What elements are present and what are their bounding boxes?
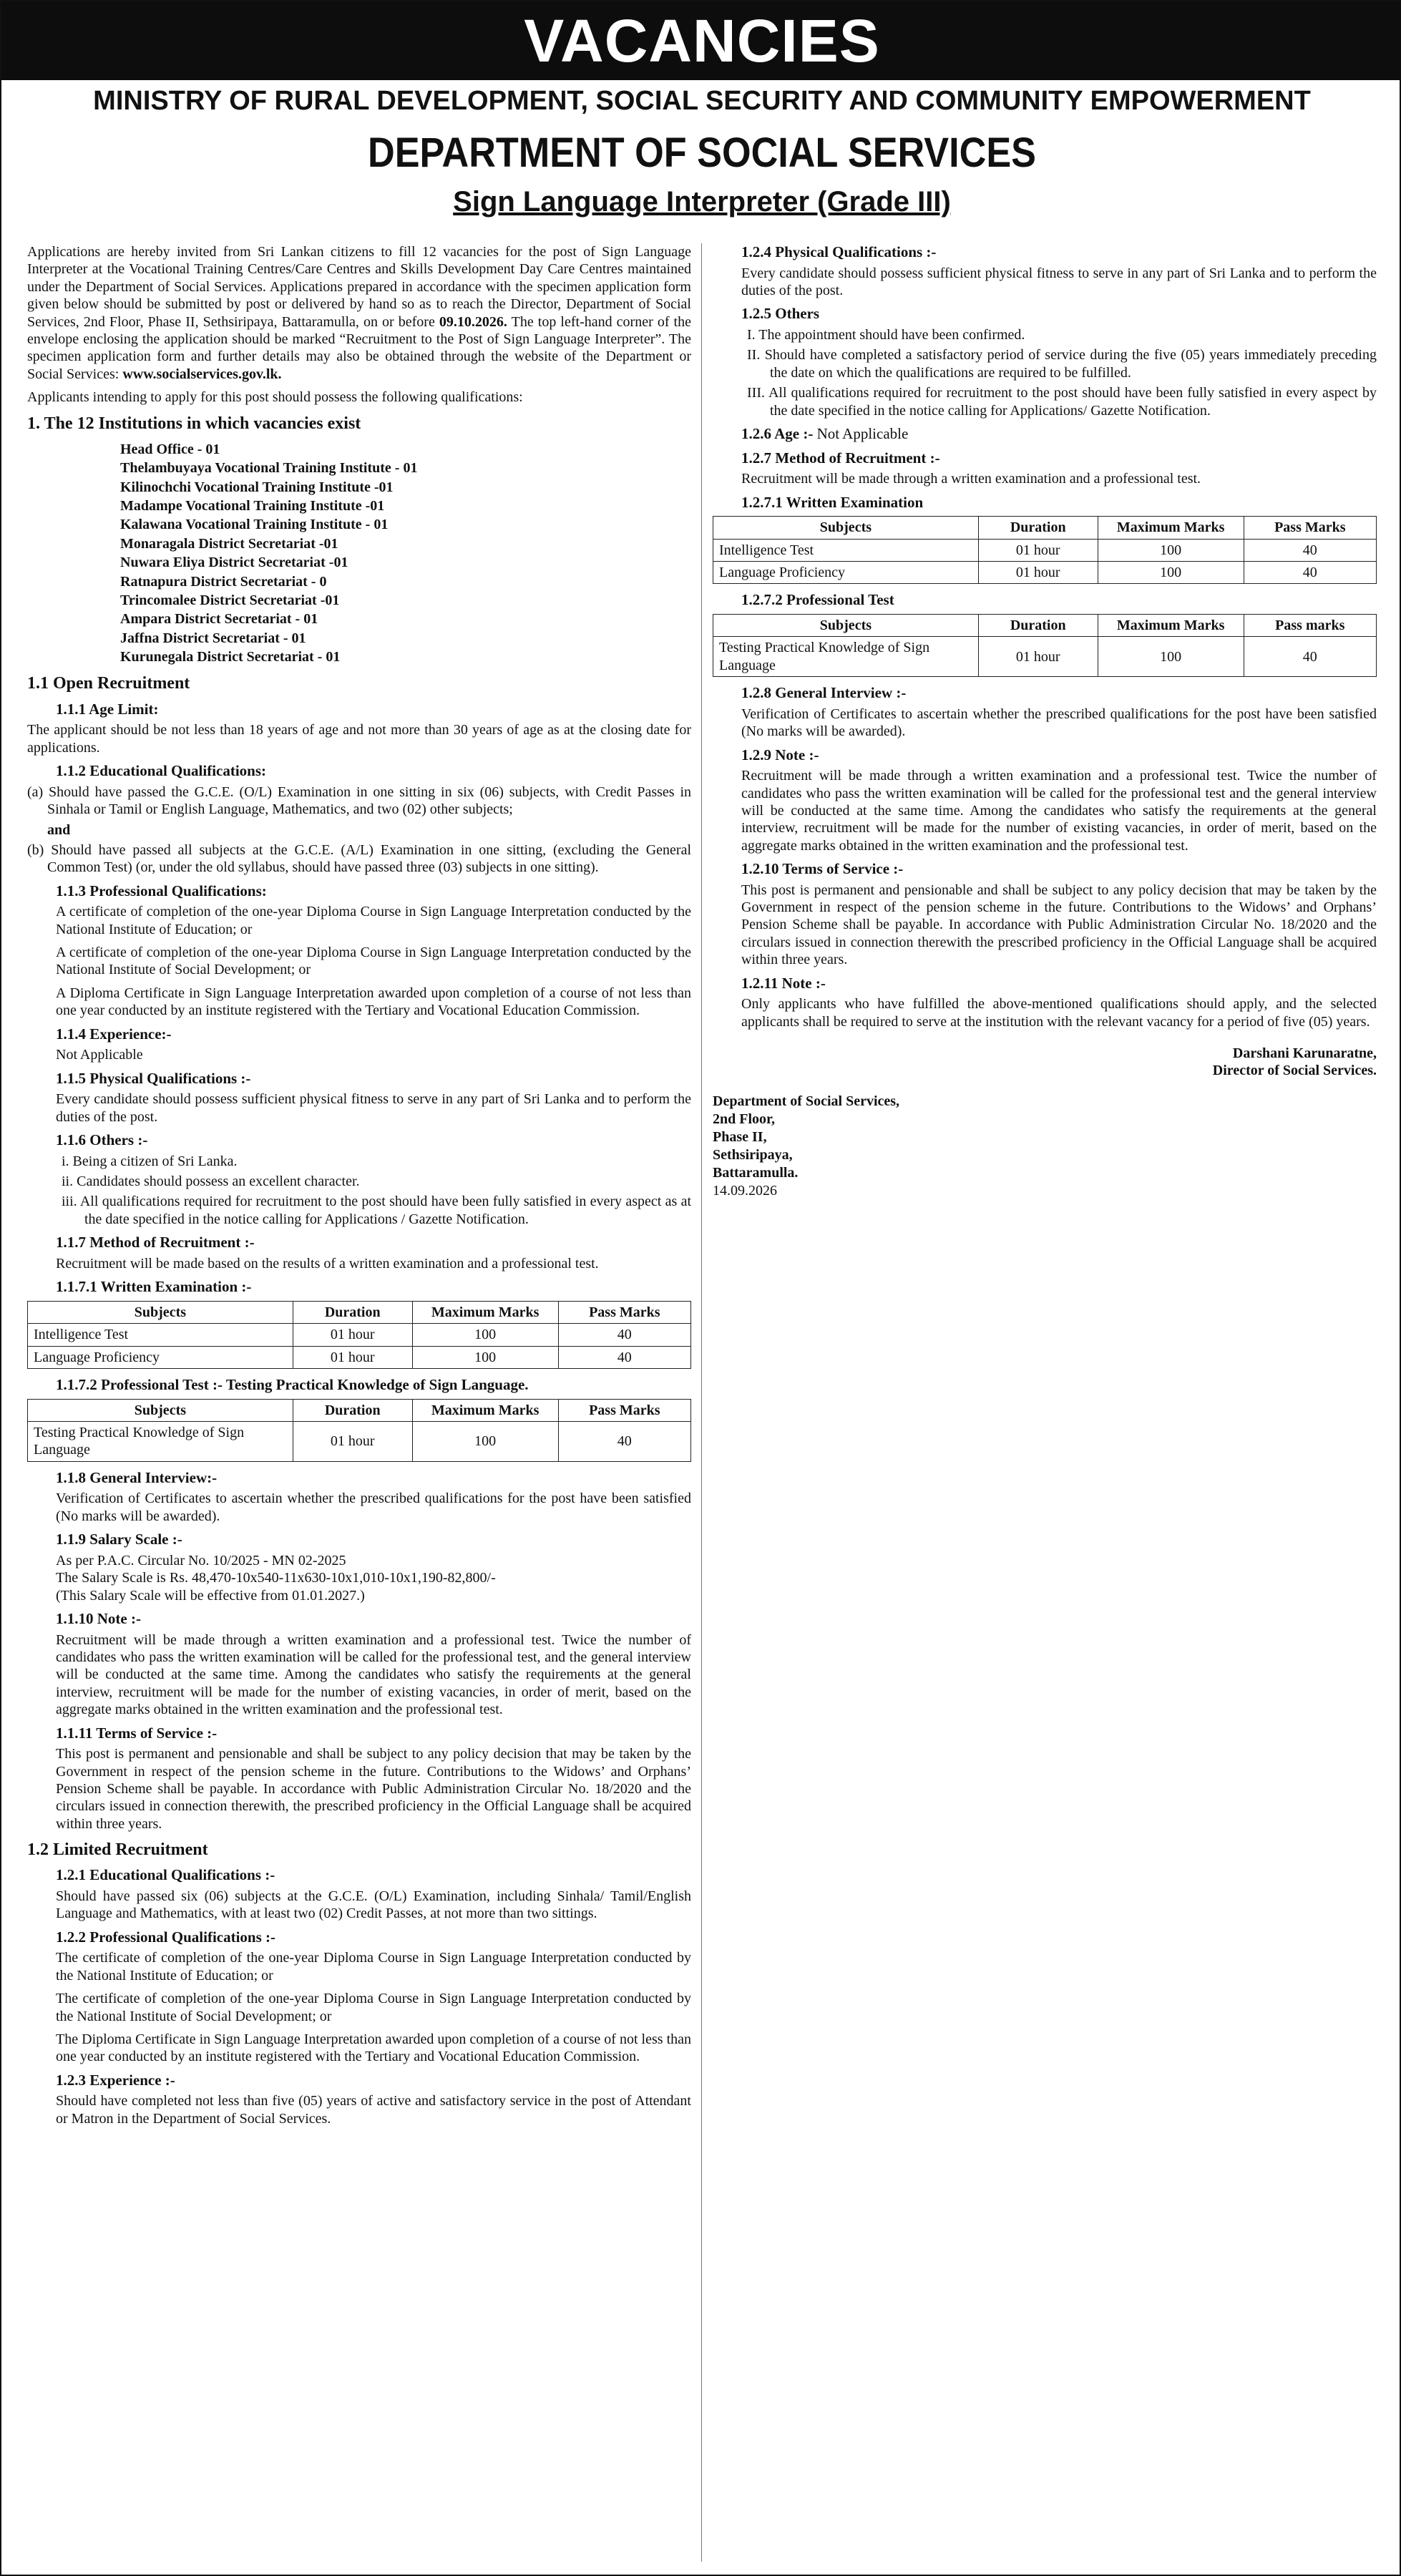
- table-cell: 100: [412, 1324, 558, 1346]
- list-item: Jaffna District Secretariat - 01: [120, 630, 306, 646]
- table-row: [713, 637, 1377, 677]
- limited-recruitment-heading: 1.2 Limited Recruitment: [27, 1840, 208, 1860]
- table-row: [713, 561, 1377, 583]
- salary-scale-heading: 1.1.9 Salary Scale :-: [56, 1531, 182, 1548]
- right-column: [713, 243, 1377, 1200]
- experience-heading: 1.1.4 Experience:-: [56, 1025, 172, 1043]
- table-cell: 100: [1098, 637, 1244, 677]
- limited-physical-heading: 1.2.4 Physical Qualifications :-: [741, 243, 937, 260]
- limited-note2-heading: 1.2.11 Note :-: [741, 974, 826, 992]
- limited-prof-qual-2: The certificate of completion of the one-year Diploma Course in Sign Language Interpretation conducted by the National Institute of Social Development; or: [56, 1991, 691, 2024]
- professional-test-table: [27, 1399, 691, 1462]
- others-item-iii: iii. All qualifications required for recruitment to the post should have been fully satisfied in every aspect as at the date specified in the notice calling for Applications / Gazette Notification.: [62, 1194, 691, 1227]
- limited-prof-qual-1: The certificate of completion of the one-year Diploma Course in Sign Language Interpretation conducted by the National Institute of Education; or: [56, 1950, 691, 1984]
- method-of-recruitment-text: Recruitment will be made based on the results of a written examination and a professional test.: [56, 1255, 599, 1272]
- address-block: [713, 1093, 1377, 1200]
- limited-written-exam-heading: 1.2.7.1 Written Examination: [741, 493, 924, 511]
- age-limit-text: The applicant should be not less than 18 years of age and not more than 30 years of age as at the closing date for applications.: [27, 722, 691, 756]
- table-header: Pass Marks: [558, 1301, 690, 1323]
- table-cell: 01 hour: [978, 561, 1098, 583]
- terms-of-service-heading: 1.1.11 Terms of Service :-: [56, 1724, 218, 1742]
- physical-qualifications-heading: 1.1.5 Physical Qualifications :-: [56, 1069, 251, 1087]
- signature-block: [713, 1045, 1377, 1080]
- table-header: Subjects: [713, 517, 979, 539]
- table-header: Maximum Marks: [1098, 614, 1244, 636]
- written-exam-heading: 1.1.7.1 Written Examination :-: [56, 1278, 252, 1296]
- limited-professional-heading: 1.2.2 Professional Qualifications :-: [56, 1928, 276, 1946]
- educational-qualifications-heading: 1.1.2 Educational Qualifications:: [56, 762, 267, 780]
- limited-educational-text: Should have passed six (06) subjects at the G.C.E. (O/L) Examination, including Sinhala/ Tamil/English Language and Mathematics, with at least two (02) Credit Passes, at not more than two sittings.: [56, 1888, 691, 1922]
- table-row: [713, 539, 1377, 561]
- department-title: DEPARTMENT OF SOCIAL SERVICES: [368, 130, 1036, 176]
- table-cell: Testing Practical Knowledge of Sign Language: [28, 1421, 293, 1461]
- table-header-row: [713, 614, 1377, 636]
- limited-method-text: Recruitment will be made through a written examination and a professional test.: [741, 471, 1201, 487]
- salary-effective-date: (This Salary Scale will be effective from 01.01.2027.): [56, 1587, 365, 1604]
- limited-others-item-iii: III. All qualifications required for recruitment to the post should have been fully satisfied in every aspect by the date specified in the notice calling for Applications/ Gazette Notification.: [747, 385, 1377, 419]
- intro-paragraph: [27, 243, 691, 383]
- signatory-name: Darshani Karunaratne,: [1232, 1045, 1377, 1062]
- intro-text-a: Applications are hereby invited from Sri Lankan citizens to fill 12 vacancies for the post of Sign Language Interpreter at the Vocational Training Centres/Care Centres and Skills Development Day Care Centres maintained under the Department of Social Services. Applications prepared in accordance with the specimen application form given below should be submitted by post or delivered by hand so as to reach the Director, Department of Social Services, 2nd Floor, Phase II, Sethsiripaya, Battaramulla, on or before: [27, 244, 691, 330]
- note-text: Recruitment will be made through a written examination and a professional test. Twice the number of candidates who pass the written examination will be called for the professional test, and the general interview will be conducted at the same time. Among the candidates who satisfy the requirements at the general interview, recruitment will be made for the number of existing vacancies, in order of merit, based on the aggregate marks obtained in the written examination and the professional test.: [56, 1631, 691, 1718]
- table-cell: 100: [412, 1346, 558, 1368]
- table-cell: 100: [1098, 561, 1244, 583]
- table-cell: Testing Practical Knowledge of Sign Language: [713, 637, 979, 677]
- table-header: Subjects: [28, 1301, 293, 1323]
- limited-terms-of-service-heading: 1.2.10 Terms of Service :-: [741, 860, 904, 878]
- edu-item-a: (a) Should have passed the G.C.E. (O/L) Examination in one sitting in six (06) subjects, with Credit Passes in Sinhala or Tamil or English Language, Mathematics, and two (02) other subjects;: [27, 784, 691, 818]
- table-cell: 40: [1244, 637, 1376, 677]
- table-cell: 40: [558, 1421, 690, 1461]
- table-cell: 01 hour: [978, 637, 1098, 677]
- limited-terms-of-service-text: This post is permanent and pensionable and shall be subject to any policy decision that may be taken by the Government in respect of the pension scheme in the future. Contributions to the Widows’ and Orphans’ Pension Scheme shall be payable. In accordance with Public Administration Circular No. 18/2020 and the circulars issued in connection therewith the prescribed proficiency in the Official Language shall be acquired within three years.: [741, 882, 1377, 968]
- table-cell: 40: [558, 1324, 690, 1346]
- open-recruitment-heading: 1.1 Open Recruitment: [27, 674, 190, 693]
- table-cell: 01 hour: [293, 1346, 412, 1368]
- terms-of-service-text: This post is permanent and pensionable and shall be subject to any policy decision that may be taken by the Government in respect of the pension scheme in the future. Contributions to the Widows’ and Orphans’ Pension Scheme shall be payable. In accordance with Public Administration Circular No. 18/2020 and the circulars issued in connection therewith, the prescribed proficiency in the Official Language shall be acquired within three years.: [56, 1746, 691, 1832]
- table-header: Maximum Marks: [412, 1301, 558, 1323]
- list-item: Head Office - 01: [120, 441, 220, 457]
- table-header: Duration: [978, 614, 1098, 636]
- list-item: Kurunegala District Secretariat - 01: [120, 649, 341, 665]
- limited-experience-text: Should have completed not less than five (05) years of active and satisfactory service in the post of Attendant or Matron in the Department of Social Services.: [56, 2093, 691, 2127]
- intro-qualifications-note: Applicants intending to apply for this post should possess the following qualifications:: [27, 389, 523, 406]
- limited-experience-heading: 1.2.3 Experience :-: [56, 2071, 175, 2089]
- table-header: Subjects: [28, 1399, 293, 1421]
- limited-written-exam-table: [713, 516, 1377, 584]
- age-limit-heading: 1.1.1 Age Limit:: [56, 700, 159, 718]
- limited-note-heading: 1.2.9 Note :-: [741, 746, 819, 763]
- table-cell: Intelligence Test: [28, 1324, 293, 1346]
- limited-others-heading: 1.2.5 Others: [741, 305, 820, 323]
- table-header: Pass marks: [1244, 614, 1376, 636]
- left-column: [27, 243, 691, 2133]
- table-cell: 100: [412, 1421, 558, 1461]
- address-line: Sethsiripaya,: [713, 1146, 793, 1163]
- list-item: Kalawana Vocational Training Institute - 01: [120, 517, 389, 533]
- others-item-i: i. Being a citizen of Sri Lanka.: [62, 1153, 238, 1169]
- limited-physical-text: Every candidate should possess sufficient physical fitness to serve in any part of Sri Lanka and to perform the duties of the post.: [741, 265, 1377, 298]
- table-header: Duration: [978, 517, 1098, 539]
- list-item: Monaragala District Secretariat -01: [120, 535, 338, 552]
- note-heading: 1.1.10 Note :-: [56, 1609, 141, 1627]
- vacancies-banner: VACANCIES: [1, 1, 1401, 80]
- limited-age-label: 1.2.6 Age :-: [741, 424, 814, 442]
- table-cell: 40: [1244, 539, 1376, 561]
- prof-qual-2: A certificate of completion of the one-year Diploma Course in Sign Language Interpretation conducted by the National Institute of Social Development; or: [56, 945, 691, 978]
- limited-others-item-ii: II. Should have completed a satisfactory period of service during the five (05) years immediately preceding the date on which the qualifications are required to be fulfilled.: [747, 347, 1377, 381]
- table-row: [28, 1324, 691, 1346]
- table-row: [28, 1421, 691, 1461]
- list-item: Nuwara Eliya District Secretariat -01: [120, 555, 348, 571]
- signatory-title: Director of Social Services.: [1212, 1063, 1377, 1079]
- table-header: Pass Marks: [1244, 517, 1376, 539]
- table-header: Subjects: [713, 614, 979, 636]
- table-header: Maximum Marks: [1098, 517, 1244, 539]
- table-header: Duration: [293, 1399, 412, 1421]
- list-item: Ampara District Secretariat - 01: [120, 611, 318, 628]
- address-line: Battaramulla.: [713, 1164, 799, 1181]
- table-cell: 01 hour: [978, 539, 1098, 561]
- limited-professional-test-heading: 1.2.7.2 Professional Test: [741, 591, 894, 609]
- table-cell: Intelligence Test: [713, 539, 979, 561]
- address-line: Department of Social Services,: [713, 1093, 900, 1109]
- table-header: Maximum Marks: [412, 1399, 558, 1421]
- method-of-recruitment-heading: 1.1.7 Method of Recruitment :-: [56, 1234, 255, 1252]
- others-heading: 1.1.6 Others :-: [56, 1131, 148, 1149]
- table-row: [28, 1346, 691, 1368]
- limited-others-item-i: I. The appointment should have been confirmed.: [747, 327, 1025, 343]
- limited-age-heading: [741, 425, 1377, 444]
- website-link[interactable]: www.socialservices.gov.lk.: [122, 366, 282, 382]
- table-cell: 100: [1098, 539, 1244, 561]
- table-cell: 01 hour: [293, 1324, 412, 1346]
- list-item: Trincomalee District Secretariat -01: [120, 592, 340, 608]
- table-cell: 40: [558, 1346, 690, 1368]
- limited-educational-heading: 1.2.1 Educational Qualifications :-: [56, 1866, 275, 1884]
- list-item: Kilinochchi Vocational Training Institute -01: [120, 479, 394, 495]
- table-header: Duration: [293, 1301, 412, 1323]
- limited-note2-text: Only applicants who have fulfilled the above-mentioned qualifications should apply, and the selected applicants shall be required to serve at the institution with the relevant vacancy for a period of five (05) years.: [741, 996, 1377, 1030]
- table-cell: Language Proficiency: [28, 1346, 293, 1368]
- limited-note-text: Recruitment will be made through a written examination and a professional test. Twice the number of candidates who pass the written examination will be called for the professional test and the general interview will be conducted at the same time. Among the candidates who satisfy the requirements at the general interview, recruitment will be made for the number of existing vacancies, in order of merit, based on the aggregate marks obtained in the written examination and the professional test.: [741, 768, 1377, 854]
- closing-date: 09.10.2026.: [439, 313, 507, 330]
- table-cell: 40: [1244, 561, 1376, 583]
- address-line: 2nd Floor,: [713, 1111, 776, 1127]
- limited-prof-qual-3: The Diploma Certificate in Sign Language Interpretation awarded upon completion of a course of not less than one year conducted by an institute registered with the Tertiary and Vocational Education Commission.: [56, 2031, 691, 2065]
- physical-qualifications-text: Every candidate should possess sufficient physical fitness to serve in any part of Sri Lanka and to perform the duties of the post.: [56, 1091, 691, 1125]
- general-interview-text: Verification of Certificates to ascertain whether the prescribed qualifications for the post have been satisfied (No marks will be awarded).: [56, 1491, 691, 1524]
- limited-age-value: Not Applicable: [813, 424, 909, 442]
- limited-method-heading: 1.2.7 Method of Recruitment :-: [741, 449, 940, 467]
- limited-general-interview-text: Verification of Certificates to ascertain whether the prescribed qualifications for the post have been satisfied (No marks will be awarded).: [741, 706, 1377, 740]
- others-item-ii: ii. Candidates should possess an excellent character.: [62, 1174, 360, 1190]
- professional-qualifications-heading: 1.1.3 Professional Qualifications:: [56, 882, 267, 899]
- list-item: Thelambuyaya Vocational Training Institute - 01: [120, 460, 418, 477]
- salary-scale: The Salary Scale is Rs. 48,470-10x540-11x630-10x1,010-10x1,190-82,800/-: [56, 1570, 496, 1586]
- institutions-heading: 1. The 12 Institutions in which vacancies exist: [27, 414, 361, 433]
- address-line: Phase II,: [713, 1128, 767, 1145]
- table-cell: Language Proficiency: [713, 561, 979, 583]
- edu-item-b: (b) Should have passed all subjects at the G.C.E. (A/L) Examination in one sitting, (excluding the General Common Test) (or, under the old syllabus, should have passed three (03) subjects in one sitting).: [27, 841, 691, 876]
- prof-qual-3: A Diploma Certificate in Sign Language Interpretation awarded upon completion of a course of not less than one year conducted by an institute registered with the Tertiary and Vocational Education Commission.: [56, 985, 691, 1019]
- table-cell: 01 hour: [293, 1421, 412, 1461]
- list-item: Ratnapura District Secretariat - 0: [120, 573, 327, 590]
- prof-qual-1: A certificate of completion of the one-year Diploma Course in Sign Language Interpretation conducted by the National Institute of Education; or: [56, 904, 691, 937]
- table-header-row: [28, 1399, 691, 1421]
- post-title: Sign Language Interpreter (Grade III): [453, 186, 951, 218]
- limited-general-interview-heading: 1.2.8 General Interview :-: [741, 684, 907, 702]
- ministry-title: MINISTRY OF RURAL DEVELOPMENT, SOCIAL SECURITY AND COMMUNITY EMPOWERMENT: [93, 86, 1311, 116]
- institution-list: [120, 440, 691, 667]
- limited-professional-test-table: [713, 614, 1377, 677]
- column-divider: [701, 243, 702, 2562]
- edu-and: and: [47, 821, 71, 838]
- experience-text: Not Applicable: [56, 1047, 143, 1063]
- table-header-row: [28, 1301, 691, 1323]
- professional-test-heading: 1.1.7.2 Professional Test :- Testing Practical Knowledge of Sign Language.: [56, 1375, 529, 1393]
- general-interview-heading: 1.1.8 General Interview:-: [56, 1468, 218, 1486]
- written-exam-table: [27, 1301, 691, 1369]
- notice-date: 14.09.2026: [713, 1182, 777, 1199]
- salary-circular: As per P.A.C. Circular No. 10/2025 - MN 02-2025: [56, 1552, 346, 1568]
- intro-text-b: The top left-hand corner of the envelope enclosing the application should be marked “Recruitment to the Post of Sign Language Interpreter”. The specimen application form and further details may also be obtained through the website of the Department or Social Services:: [27, 313, 691, 382]
- table-header-row: [713, 517, 1377, 539]
- table-header: Pass Marks: [558, 1399, 690, 1421]
- list-item: Madampe Vocational Training Institute -01: [120, 497, 385, 514]
